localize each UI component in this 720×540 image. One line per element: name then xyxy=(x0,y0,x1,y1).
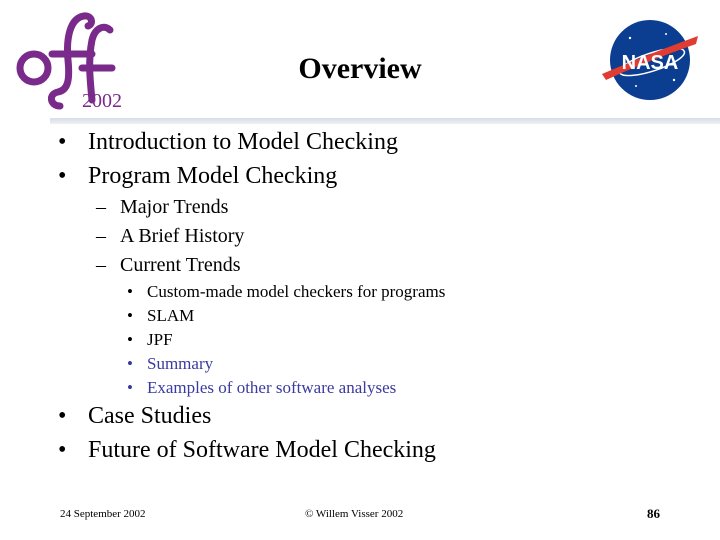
page-title: Overview xyxy=(298,52,422,85)
footer-author: © Willem Visser 2002 xyxy=(305,508,404,520)
page-number: 86 xyxy=(647,506,660,521)
logo-year: 2002 xyxy=(82,90,122,112)
nasa-logo-icon xyxy=(600,16,700,104)
header-rule xyxy=(50,118,720,124)
slide: 2002 Overview NASA • Introduction to Model Checking • Program Model Checking – Major Trends – A Brief History – Current Trends • Custom-made model checkers for programs • SLAM • JPF • Summary • Examples of other software analyses • Case Studies • Future of Software Model Checking 24 September 2002 © Willem Visser 2002 86 xyxy=(0,0,720,540)
nasa-text: NASA xyxy=(621,52,679,74)
footer-date: 24 September 2002 xyxy=(60,508,146,520)
